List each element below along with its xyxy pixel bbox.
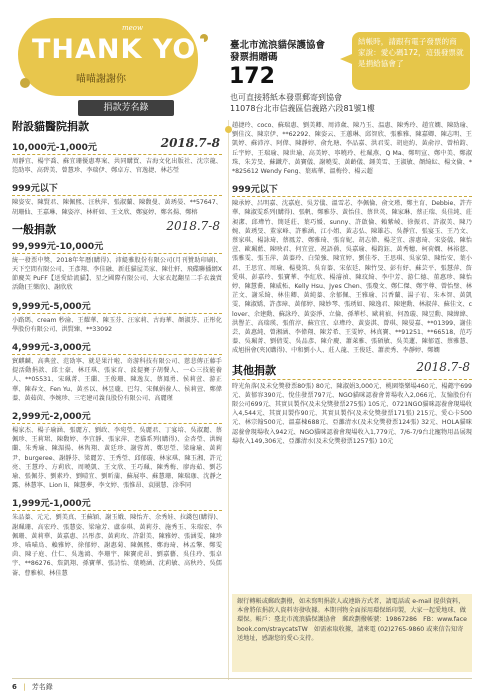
mail-street: 11078台北市信義區信義路六段81號1樓 [230,104,375,113]
donor-names: 陳承婷、呂明嘉、沈嘉庭、吳芳儀、溫雪芯、李佩倫、俞文瑾、鄭主育、Debbie、許卉華、陳淑雯系列(購得)、張帆、鄭雅芬、黃怡佳、蔡世英、陳家琳、蔡正瑞、吳佳純、莊昶潔、邱瑋竹、簡延莊、葉巧媛、sunny、許啟倫、賴紫崚、徐振君、許淑美、陳乃婉、黃琇旻、董家峰、許雅涵、江小姐、黃志弘、陳雄芯、吳靜宜、張宴玉、王乃文、蔡家琪、楊詠琦、蔡鳳芳、鄭雅琦、張育妮、胡志偉、楊芝宜、游惠琦、宋姿儀、陳怡萱、歐珮藍、陳映君、何宜萱、祝語蒨、吳嘉瑜、楊鈞鈺、黃秀穗、柯荷嫻、林裕慈、張雅雯、張玉萍、黃蓁玲、白榮強、陳宜婷、劉佳苓、王思琪、吳家榮、陳怡安、葉小君、王思宜、周瑜、楊曼筑、吳育蓁、宋依廷、陳竹旻、彭有妤、蘇芸平、張慧萍、詹愛琪、彭嘉玲、張寶華、李紅欣、楊濬禎、陳玟綺、李中芳、游仁德、董惠珍、陳怡婷、陳慧蕎、陳威柘、Kelly Hsu、Jyes Chen、張瓊文、鄭仁傑、鄭宇尊、曾怡璧、林芷文、謝采綺、林佳卿、黃純蓁、余郁佩、王雅瑜、呂香蘭、湯子宥、朱本智、黃凱雯、陳淑嬌、許彥璋、黃郁婷、陳妙琴、張琇如、陳逸君、陳建勳、林淑萍、蘇佳文、clover、余建勳、蘇詠玲、黃姿淨、立倫、孫華杉、歐莉禎、何盈璇、陳昱勳、陳緯緯、洪譽芷、高瑞瑛、張侑淳、蘇宜宜、卓瑋玲、黃姿淇、曾琪、陳晏嘉、**01399、謝佳芸、黃惠純、曾湘涵、李偉翔、陳芳希、王雯婷、林真寶、**91251、**66518、范巧蓁、吳珮菁、劉倩雯、吳品彥、陳介慶、蕭萊雅、張碩敏、吳美蓮、陳郁霆、蔡雅慧、成旭捐會(夾)(購得)、中和劉小人、莊人龍、王俊廷、蕭羨秀、李靜婷、鄭嫻 [232,200,472,355]
footer [12,682,53,692]
footer-label: 芳名錄 [31,683,53,691]
invoice-code-label: 發票捐贈碼 [230,52,278,63]
page-number: 6 [12,683,17,691]
period-date: 2018.7-8 [166,218,220,233]
tier-label: 10,000元-1,000元 2018.7-8 [12,136,220,153]
right-column [232,121,472,446]
footer-separator: | [23,683,26,691]
paw-print-icon [20,78,30,88]
donor-names: 周靜宜、楊宇喬、蘇宜珊優惠專案、共同購買、吉海文化出版社、沈宗龍、笵劭寧、高碧美、曾慧珍、李瑞伊、鄭卓方、官逸捷、林芯瑩 [12,158,222,175]
donor-names: 小路瑪、cream 秒渝、王耀華、陳玉芬、汪家莉、古海華、顏淑芬、正彤化學股份有限公司、洪賢臻、**33092 [12,316,222,333]
tier-label: 999元以下 [12,180,222,196]
general-donation-title: 一般捐款 [12,222,56,236]
tier-label: 999元以下 [232,181,472,197]
donor-names: 統一發票中獎、2018年年曆(購得)、沛緹雅股份有限公司(月刊贊助印刷)、天下空間有限公司、王彥翔、李佳融、新莊貓屋美家、陳仕軒、飛碟聯播網X 節慶芙 PuFF【送愛給流貓】、星之國際有限公司、大家衣起翻星二手衣義賣活動(王樂欣)、謝欣欣 [12,256,222,292]
donor-names: 陳姿安、陳賢君、陳佩熙、汪秋萍、張淑蘭、陳馥曼、黃琇晏、**57647、胡珊仙、王嘉琳、陳姿淳、林軒如、王文欣、鄭宴婷、鄭名揚、鄭榕 [12,199,222,216]
mail-address [230,92,375,114]
footer-rule [12,678,472,679]
thank-you-subtitle: 喵喵謝謝你 [76,74,126,85]
association-name: 臺北市流浪貓保護協會 [230,40,326,51]
tier-label: 2,999元-2,000元 [12,408,222,424]
donor-names: 朱品蓁、元元、劉美真、王蘇穎、謝玉娥、陳怡卉、余秀娃、拉錢包(購得)、謝珮珊、高宏玲、張慧姿、梁瑜芳、盧泰琪、黃莉芬、施秀玉、朱瑞宏、李佩珊、黃莉華、黃嘉惠、呂彤彥、黃莉玫、許甜美、陳雅婷、張涵雯、陳珍珍、喵喵鳥、賴雅婷、徐郁婷、謝惠菊、陳佩熙、鄭海琦、林孟擎、鄭雯茵、陳子庭、仕仁、吳逸鴻、李珊宇、陳寶虎昂、劉嘉藝、吳佳玲、張卓宇、**86276、詹凱翔、孫寶華、張詩怡、葉曉涵、沈莉敏、高秋玲、吳儒崙、曹雅楨、林佳慧 [12,514,222,577]
other-donation-title: 其他捐款 [232,363,276,377]
association-info [230,40,325,64]
mail-instruction: 也可直接將紙本發票郵寄到協會 [230,93,342,102]
thank-you-title: THANK YOU [32,34,220,65]
donor-names: 楊家杰、楊子瑜涵、張麗方、劉政、李宛瑩、吳麗君、丁宴培、吳淑麗、蔡佩珍、王莉珺、陳馥婷、李宜靜、張家萍、老貓系列(購得)、金杏瑩、洪婉蘭、朱秀瑜、陳湄揚、林雋翔、黃廷珍、謝蓉萬、鄭思瑩、梁瑜瑜、黃莉尹、burgeree、謝靜芬、梁麗芳、王秀瑩、邱郁璇、林家琪、陳玉湘、許元亮、王慧玲、方莉欣、周曉凱、王文欣、王巧珮、陳秀梅、廖海茹、劉芯瑜、張佩芬、劉素玲、劉晴宜、劉昕蒲、蘇展寧、蘇慧珊、陳瑞珈、沈靜之露、林慧寧、Lion li、陳慧夢、李文婷、張惟昂、袁團慧、涂季同 [12,427,222,490]
tier-label: 4,999元-3,000元 [12,339,222,355]
other-donation-list: 時光角落(及未兌獎發票80張) 80元、陳淑娟3,000元、桃園築樂場460元、楊懿宇699元、黃郁容390元、悅佳發票797元、NGO貓咪認養會菁場收入2,066元、友愉股份有限公司699元、其實貝製作(及未兌獎發票275張) 105元、0721NGO貓咪認養會現場收入4,544元、其實貝製作90元、其實貝製作(及未兌獎發票171張) 215元、愛心卡500元、林宗翰500元、溫嘉棟688元、亞灘清水(及未兌獎發票124張) 32元、HOLA貓咪認養會現場收入942元、NGO貓咪認養會現場收入1,779元、7/6-7/9台北寵物用品展現場收入149,306元、亞灘清水(及未兌獎發票1257張) 10元 [232,382,472,445]
thank-you-banner [12,8,222,120]
hospital-donation-title: 附設貓醫院捐款 [12,120,89,133]
donor-names: 趙捷玲、coco、蘇瑞惠、劉美卿、周沛歲、陳乃玉、温惠、陳秀玲、趙宜嫻、陳劭瑜、劉佳汶、陳京伊、**62292、陳姿云、王蕙琳、邱智欣、張雅雅、陳嘉卿、陳志明、王凱婷、蘇沛淳、阿偉、陳靜婷、俞允瑭、李品嘉、洪君雯、胡庭約、黃俞淳、曾柏鈞、丘宇婷、王瑞瑜、陳世瑜、高美婷、寧曉玲、杜珮燕、Q Ma、鄭明宣、鄭中美、鄭淑珠、朱芳旻、蘇鐵芹、黃寶儀、謝曉雯、黃齡儀、鍾美雪、王淑敏、顏綺紜、楊文倫、**825612 Wendy Feng、葉瑤華、溫梅伶、楊云超 [232,122,472,176]
period-date: 2018.7-8 [160,136,220,150]
tier-label: 99,999元-10,000元 [12,238,222,254]
note-box: 銀行轉帳或郵政劃撥，如未寫明捐款人或連絡方式者，請電話或 e-mail 提供資料，本會將依捐款人資料寄發收據。本期刊物全面採用環保紙印製，大家一起愛地球、做環保。帳戶：臺北市流浪貓保護協會 郵政劃撥帳號：19867286 FB：www.facebook.com/straycatsTW 如需索取收據，請來電 (02)2765-9860 或來信告知寄送地址，感謝您的愛心支持。 [232,594,472,672]
tier-label: 1,999元-1,000元 [12,495,222,511]
meow-text: meow [122,24,143,32]
invoice-donation-code: 172 [229,64,275,89]
bubble-tail [340,54,352,64]
column-divider [228,120,229,680]
tier-label: 9,999元-5,000元 [12,298,222,314]
donor-list-pill: 捐款芳名錄 [78,100,174,116]
decorative-dot [225,126,232,133]
period-date: 2018.7-8 [416,359,470,374]
invoice-bubble: 結帳時，請跟有電子發票的商家說：愛心碼172，這張發票就是捐給協會了 [352,32,470,90]
donor-names: 貿麒麟、高典萱、范劭寧、就是果汁啦、奇游科技有限公司、慈悲傳正藤手提活動捐款、邱士豪、林玨琪、張家育、波提賽子胡餐人、一心三技能養人、**05531、宋珮菁、王蘭、王俊珊、陳逸友、蔡鳳勇、侯莉萱、游正華、陳春文、Fen Yu、黃丞以、林昱瓏、巴勾、宋佩娟養人、侯莉萱、鄭偉蓁、黃茹茵、李婉珍、三宅建司義良股份有限公司、高麗瑾 [12,358,222,402]
left-column [12,118,222,578]
